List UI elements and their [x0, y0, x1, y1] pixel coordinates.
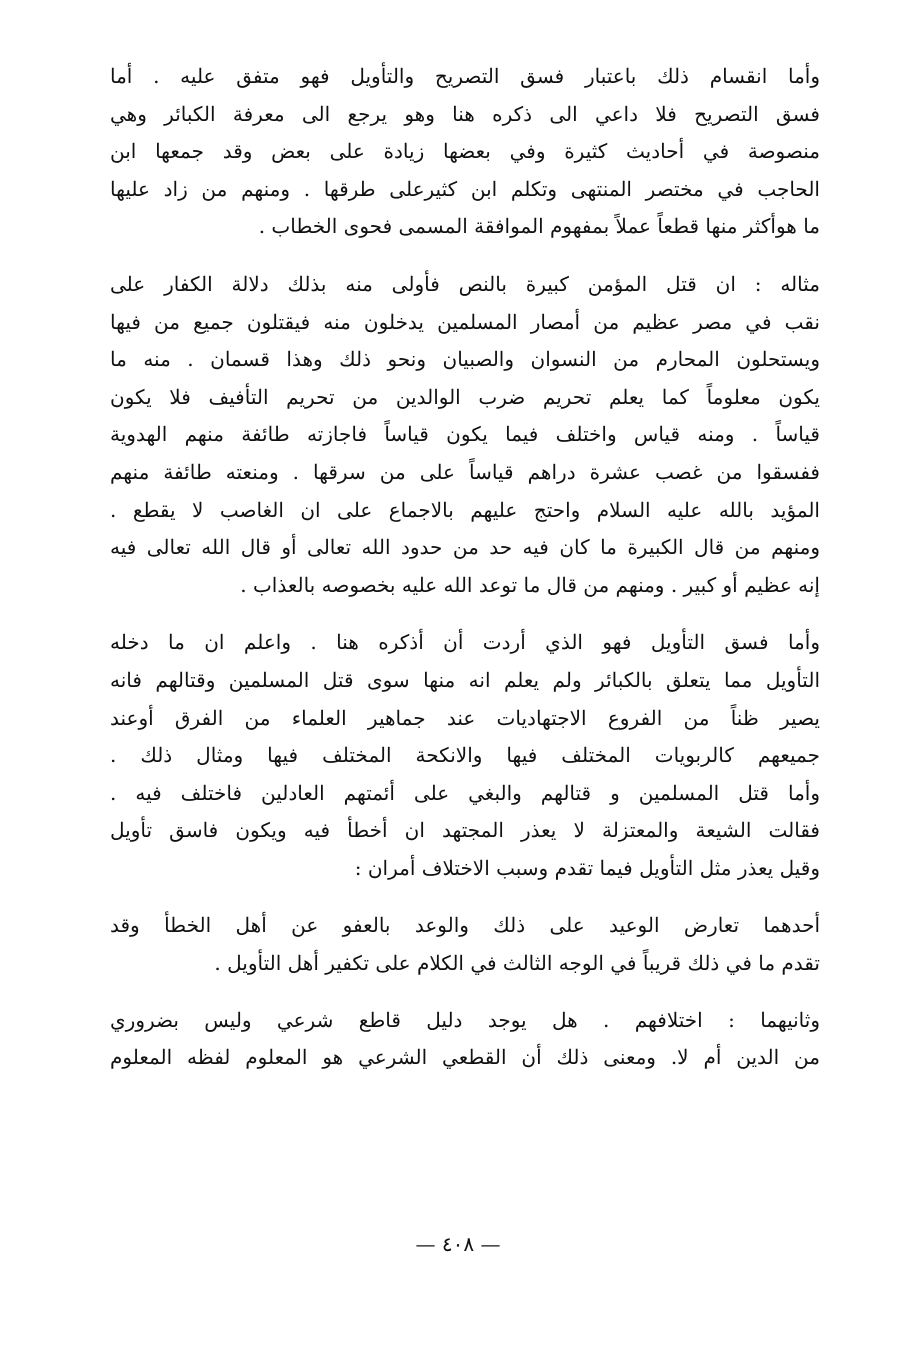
text-line: وأما انقسام ذلك باعتبار فسق التصريح والتأويل فهو متفق عليه . أما — [110, 64, 820, 88]
paragraph — [110, 58, 820, 246]
text-line: التأويل مما يتعلق بالكبائر ولم يعلم انه منها سوى قتل المسلمين وقتالهم فانه — [110, 667, 820, 692]
text-line: منصوصة في أحاديث كثيرة وفي بعضها زيادة على بعض وقد جمعها ابن — [110, 139, 820, 164]
paragraph — [110, 907, 820, 982]
paragraph — [110, 266, 820, 604]
text-line: قياساً . ومنه قياس واختلف فيما يكون قياساً فاجازته طائفة منهم الهدوية — [110, 422, 820, 447]
text-line: أحدهما تعارض الوعيد على ذلك والوعد بالعفو عن أهل الخطأ وقد — [110, 913, 820, 938]
text-line: جميعهم كالربويات المختلف فيها والانكحة المختلف فيها ومثال ذلك . — [110, 743, 820, 768]
text-line: إنه عظيم أو كبير . ومنهم من قال ما توعد الله عليه بخصوصه بالعذاب . — [240, 572, 820, 597]
paragraph — [110, 624, 820, 887]
text-line: ففسقوا من غصب عشرة دراهم قياساً على من سرقها . ومنعته طائفة منهم — [110, 459, 820, 484]
text-line: الحاجب في مختصر المنتهى وتكلم ابن كثيرعلى طرقها . ومنهم من زاد عليها — [110, 176, 820, 201]
text-line: وثانيهما : اختلافهم . هل يوجد دليل قاطع شرعي وليس بضروري — [110, 1007, 820, 1032]
text-line: تقدم ما في ذلك قريباً في الوجه الثالث في الكلام على تكفير أهل التأويل . — [214, 951, 820, 976]
text-line: نقب في مصر عظيم من أمصار المسلمين يدخلون منه فيقتلون جميع من فيها — [110, 309, 820, 334]
text-line: وقيل يعذر مثل التأويل فيما تقدم وسبب الاختلاف أمران : — [354, 855, 820, 880]
text-line: مثاله : ان قتل المؤمن كبيرة بالنص فأولى منه بذلك دلالة الكفار على — [110, 271, 820, 296]
text-line: ومنهم من قال الكبيرة ما كان فيه حد من حدود الله تعالى أو قال الله تعالى فيه — [110, 535, 820, 560]
page-number: — ٤٠٨ — — [415, 1232, 501, 1256]
text-line: وأما قتل المسلمين و قتالهم والبغي على أئمتهم العادلين فاختلف فيه . — [110, 780, 820, 805]
text-line: يصير ظناً من الفروع الاجتهاديات عند جماهير العلماء من الفرق أوعند — [110, 705, 820, 730]
text-line: من الدين أم لا. ومعنى ذلك أن القطعي الشرعي هو المعلوم لفظه المعلوم — [110, 1045, 820, 1070]
paragraph — [110, 1002, 820, 1077]
text-line: فسق التصريح فلا داعي الى ذكره هنا وهو يرجع الى معرفة الكبائر وهي — [110, 101, 820, 126]
text-line: المؤيد بالله عليه السلام واحتج عليهم بالاجماع على ان الغاصب لا يقطع . — [110, 497, 820, 522]
text-line: ما هوأكثر منها قطعاً عملاً بمفهوم الموافقة المسمى فحوى الخطاب . — [258, 214, 820, 239]
text-line: فقالت الشيعة والمعتزلة لا يعذر المجتهد ان أخطأ فيه ويكون فاسق تأويل — [110, 818, 820, 843]
text-line: وأما فسق التأويل فهو الذي أردت أن أذكره هنا . واعلم ان ما دخله — [110, 630, 820, 655]
text-line: ويستحلون المحارم من النسوان والصبيان ونحو ذلك وهذا قسمان . منه ما — [110, 347, 820, 372]
text-line: يكون معلوماً كما يعلم تحريم ضرب الوالدين من تحريم التأفيف فلا يكون — [110, 384, 820, 409]
